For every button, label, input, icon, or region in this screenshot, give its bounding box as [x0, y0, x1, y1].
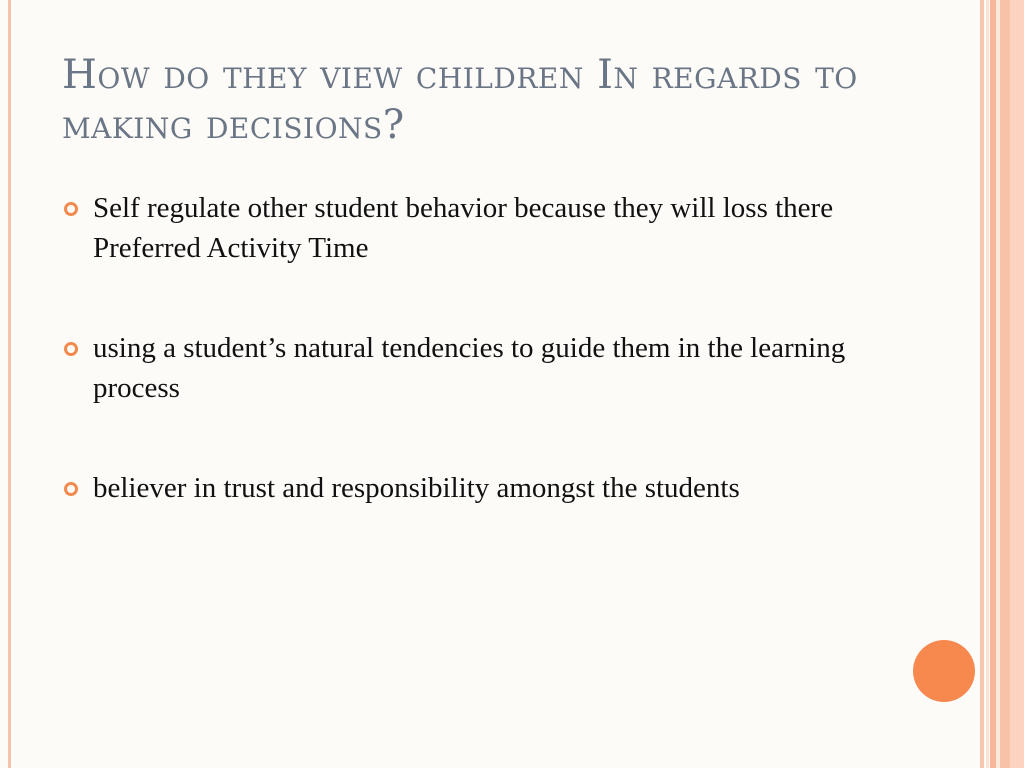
- bullet-list: [62, 188, 862, 568]
- bullet-circle-icon: [64, 482, 78, 496]
- slide-title: How do they view children In regards to making decisions?: [62, 52, 858, 148]
- bullet-circle-icon: [64, 342, 78, 356]
- bullet-text: using a student’s natural tendencies to guide them in the learning process: [93, 332, 846, 404]
- right-stripe: [1000, 0, 1010, 768]
- bullet-item: [62, 188, 862, 268]
- decorative-circle: [913, 640, 975, 702]
- bullet-text: Self regulate other student behavior because they will loss there Preferred Activity Time: [93, 192, 834, 264]
- bullet-text: believer in trust and responsibility amongst the students: [93, 472, 740, 504]
- right-stripe: [1010, 0, 1024, 768]
- bullet-circle-icon: [64, 202, 78, 216]
- bullet-item: [62, 468, 862, 508]
- left-border-line: [8, 0, 11, 768]
- right-stripe: [986, 0, 989, 768]
- bullet-item: [62, 328, 862, 408]
- right-stripe: [980, 0, 984, 768]
